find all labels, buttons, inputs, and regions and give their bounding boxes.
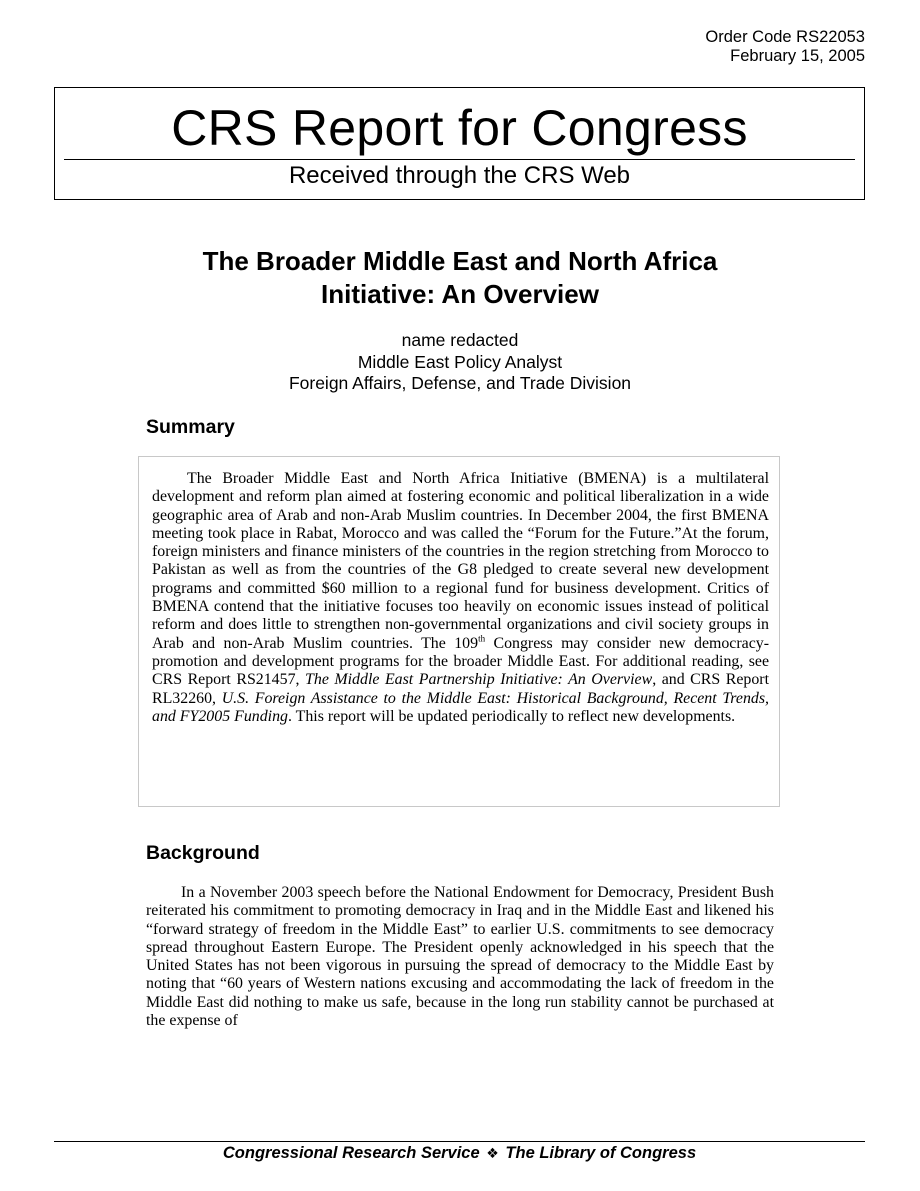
crs-header-title: CRS Report for Congress <box>171 100 748 156</box>
author-block <box>100 330 820 395</box>
summary-text-part-2: Congress may consider new democracy-promotion and development programs for the broader Middle East. For additional reading, see CRS Report RS21457, <box>152 634 769 689</box>
crs-header-subtitle: Received through the CRS Web <box>288 162 631 189</box>
footer <box>54 1143 865 1163</box>
footer-publisher: Congressional Research Service <box>222 1144 480 1162</box>
author-position: Middle East Policy Analyst <box>357 351 563 372</box>
ordinal-suffix: th <box>478 633 486 644</box>
order-code-block <box>705 28 865 66</box>
footer-divider <box>54 1141 865 1142</box>
background-heading: Background <box>146 842 260 864</box>
summary-paragraph <box>152 470 769 726</box>
report-date: February 15, 2005 <box>730 47 865 65</box>
cited-report-title-1: The Middle East Partnership Initiative: An Overview <box>305 671 653 689</box>
author-division: Foreign Affairs, Defense, and Trade Division <box>288 373 632 393</box>
summary-text-part-4: . This report will be updated periodically to reflect new developments. <box>287 707 736 725</box>
report-title-line-2: Initiative: An Overview <box>321 279 599 309</box>
summary-box <box>138 456 780 807</box>
header-divider <box>64 159 855 160</box>
author-name: name redacted <box>401 330 519 350</box>
summary-text-part-1: The Broader Middle East and North Africa Initiative (BMENA) is a multilateral development and reform plan aimed at fostering economic and political liberalization in a wide geographic area of Arab and non-Arab Muslim countries. In December 2004, the first BMENA meeting took place in Rabat, Morocco and was called the “Forum for the Future.”At the forum, foreign ministers and finance ministers of the countries in the region stretching from Morocco to Pakistan as well as from the countries of the G8 pledged to create several new development programs and committed $60 million to a regional fund for business development. Critics of BMENA contend that the initiative focuses too heavily on economic issues instead of political reform and does little to strengthen non-governmental organizations and civil society groups in Arab and non-Arab Muslim countries. The 109 <box>152 470 769 652</box>
report-title <box>100 245 820 311</box>
crs-header-box <box>54 87 865 200</box>
report-title-line-1: The Broader Middle East and North Africa <box>202 246 718 276</box>
summary-heading: Summary <box>146 416 235 438</box>
cited-report-title-2: U.S. Foreign Assistance to the Middle East: Historical Background, Recent Trends, and FY2005 Funding <box>152 689 770 725</box>
order-code: Order Code RS22053 <box>705 28 865 46</box>
background-paragraph: In a November 2003 speech before the National Endowment for Democracy, President Bush reiterated his commitment to promoting democracy in Iraq and in the Middle East and likened his “forward strategy of freedom in the Middle East” to earlier U.S. commitments to see democracy spread throughout Eastern Europe. The President openly acknowledged in his speech that the United States has not been vigorous in pursuing the spread of democracy to the Middle East by noting that “60 years of Western nations excusing and accommodating the lack of freedom in the Middle East did nothing to make us safe, because in the long run stability cannot be purchased at the expense of <box>146 884 774 1030</box>
summary-text-part-3: , and CRS Report RL32260, <box>152 671 769 707</box>
footer-library: The Library of Congress <box>505 1144 697 1162</box>
diamond-separator-icon: ❖ <box>486 1145 499 1161</box>
